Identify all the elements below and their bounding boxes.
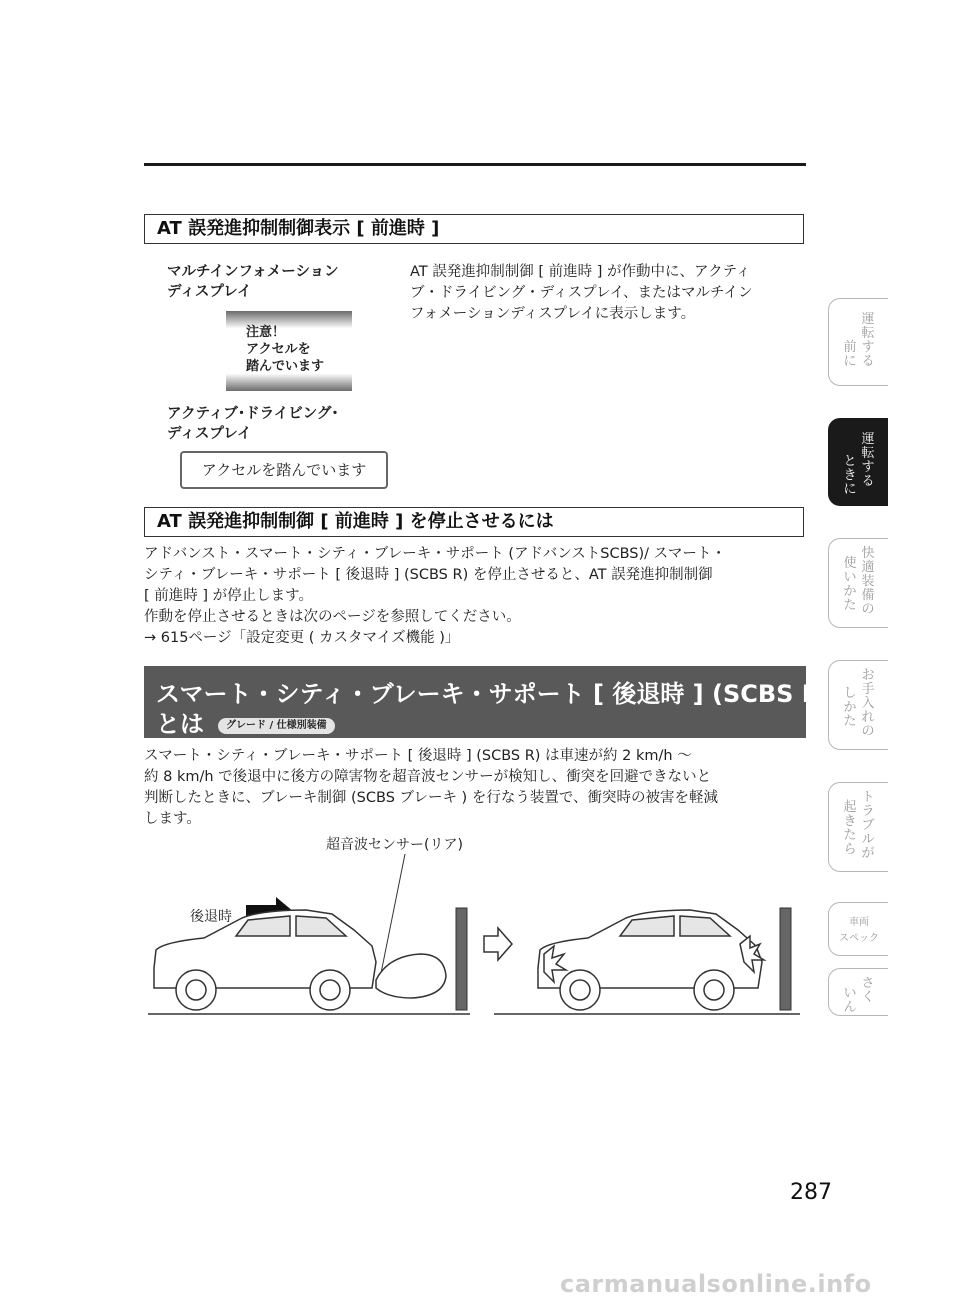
- grade-badge: グレード / 仕様別装備: [218, 718, 335, 734]
- outline-arrow-icon: [484, 928, 512, 960]
- scbs-diagram: [140, 850, 810, 1030]
- active-display-label: アクティブ･ドライビング･ ディスプレイ: [167, 406, 339, 442]
- top-rule: [144, 163, 806, 166]
- sensor-label: 超音波センサー(リア): [326, 837, 463, 853]
- tab-maintenance[interactable]: しかた お手入れの: [828, 660, 888, 750]
- wall-icon: [780, 908, 791, 1010]
- sensor-wave-icon: [376, 954, 446, 998]
- watermark: carmanualsonline.info: [560, 1270, 872, 1298]
- tab-before-driving[interactable]: 前に 運転する: [828, 298, 888, 386]
- section1-title: AT 誤発進抑制制御表示 [ 前進時 ]: [144, 214, 804, 244]
- section3-body: スマート・シティ・ブレーキ・サポート [ 後退時 ] (SCBS R) は車速が約 2 km/h 〜 約 8 km/h で後退中に後方の障害物を超音波センサーが検知し、衝突を回避できないと 判断したときに、ブレーキ制御 (SCBS ブレーキ ) を行なう装置で、衝突時の被害を軽減 します。: [144, 748, 719, 827]
- reverse-label: 後退時: [190, 909, 232, 925]
- tab-while-driving[interactable]: ときに 運転する: [828, 418, 888, 506]
- tab-troubleshooting[interactable]: 起きたら トラブルが: [828, 782, 888, 872]
- section2-title: AT 誤発進抑制制御 [ 前進時 ] を停止させるには: [144, 507, 804, 537]
- wall-icon: [456, 908, 467, 1010]
- tab-index[interactable]: いん さく: [828, 968, 888, 1016]
- tab-comfort-features[interactable]: 使いかた 快適装備の: [828, 538, 888, 628]
- section1-description: AT 誤発進抑制制御 [ 前進時 ] が作動中に、アクティ ブ・ドライビング・ディスプレイ、またはマルチイン フォメーションディスプレイに表示します。: [410, 264, 753, 322]
- car-collision-icon: [538, 910, 764, 1010]
- section3-title-2: とは: [156, 710, 204, 738]
- active-display-message: アクセルを踏んでいます: [180, 451, 388, 489]
- car-reversing-icon: [154, 910, 376, 1010]
- page-number: 287: [790, 1180, 832, 1205]
- tab-specifications[interactable]: 車両 スペック: [828, 902, 888, 956]
- section3-banner: [144, 666, 832, 738]
- mid-display-message: 注意！ アクセルを 踏んでいます: [246, 325, 325, 374]
- section3-title: スマート・シティ・ブレーキ・サポート [ 後退時 ] (SCBS R): [156, 680, 832, 708]
- mid-display-label: マルチインフォメーション ディスプレイ: [167, 264, 339, 300]
- section2-body: アドバンスト・スマート・シティ・ブレーキ・サポート (アドバンストSCBS)/ スマート・ シティ・ブレーキ・サポート [ 後退時 ] (SCBS R) を停止させると、AT 誤発進抑制制御 [ 前進時 ] が停止します。 作動を停止させるときは次のページを参照してください。 → 615ページ「設定変更 ( カスタマイズ機能 )」: [144, 546, 726, 646]
